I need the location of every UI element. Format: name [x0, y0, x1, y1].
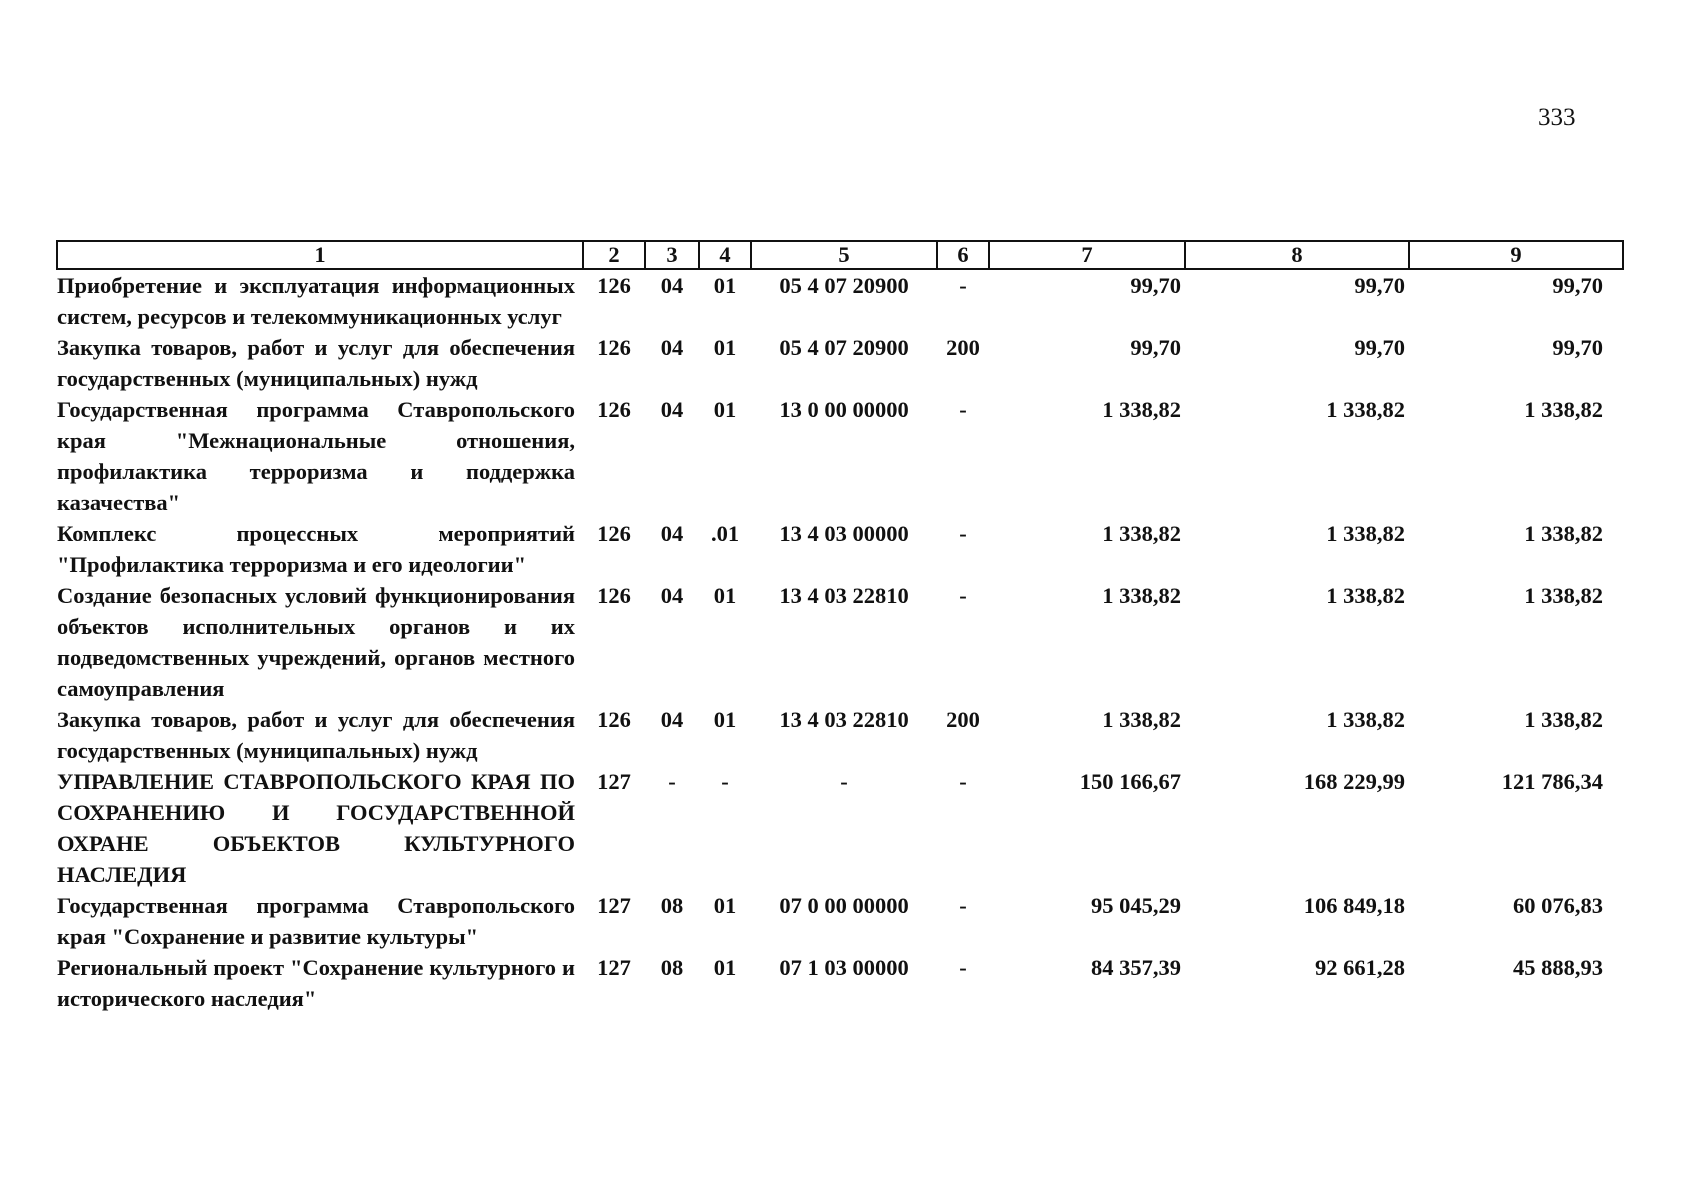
row-ministry-code: 127 — [597, 955, 631, 980]
row-expense-type: - — [959, 397, 967, 422]
table-row — [57, 890, 1623, 952]
col-header-8: 8 — [1185, 241, 1409, 269]
row-amount-9: 45 888,93 — [1513, 955, 1603, 980]
table-row — [57, 518, 1623, 580]
row-expense-type: - — [959, 583, 967, 608]
row-amount-9: 1 338,82 — [1524, 583, 1603, 608]
row-amount-8: 1 338,82 — [1326, 521, 1405, 546]
table-row — [57, 704, 1623, 766]
row-amount-9: 99,70 — [1552, 335, 1603, 360]
row-expense-type: - — [959, 893, 967, 918]
row-name: Приобретение и эксплуатация информационных систем, ресурсов и телекоммуникационных услуг — [57, 273, 575, 329]
row-amount-9: 99,70 — [1552, 273, 1603, 298]
row-name: Закупка товаров, работ и услуг для обеспечения государственных (муниципальных) нужд — [57, 335, 575, 391]
row-amount-9: 1 338,82 — [1524, 397, 1603, 422]
page-number: 333 — [1538, 104, 1576, 131]
row-name: УПРАВЛЕНИЕ СТАВРОПОЛЬСКОГО КРАЯ ПО СОХРАНЕНИЮ И ГОСУДАРСТВЕННОЙ ОХРАНЕ ОБЪЕКТОВ КУЛЬТУРНОГО НАСЛЕДИЯ — [57, 769, 575, 887]
row-amount-8: 168 229,99 — [1303, 769, 1405, 794]
row-amount-7: 150 166,67 — [1079, 769, 1181, 794]
row-target-code: 13 0 00 00000 — [779, 397, 909, 422]
row-expense-type: - — [959, 273, 967, 298]
row-amount-8: 92 661,28 — [1315, 955, 1405, 980]
table-row — [57, 394, 1623, 518]
row-target-code: 07 1 03 00000 — [779, 955, 909, 980]
row-amount-8: 1 338,82 — [1326, 397, 1405, 422]
row-amount-9: 1 338,82 — [1524, 521, 1603, 546]
row-amount-7: 1 338,82 — [1102, 521, 1181, 546]
header-row — [57, 241, 1623, 269]
row-ministry-code: 126 — [597, 273, 631, 298]
row-subsection-code: 01 — [713, 273, 737, 298]
row-amount-8: 99,70 — [1354, 273, 1405, 298]
table-row — [57, 952, 1623, 1014]
row-section-code: 04 — [660, 397, 684, 422]
row-name: Государственная программа Ставропольского края "Межнациональные отношения, профилактика терроризма и поддержка казачества" — [57, 397, 575, 515]
row-ministry-code: 126 — [597, 707, 631, 732]
row-ministry-code: 126 — [597, 583, 631, 608]
row-target-code: 05 4 07 20900 — [779, 273, 909, 298]
col-header-9: 9 — [1409, 241, 1623, 269]
row-amount-7: 1 338,82 — [1102, 397, 1181, 422]
table-row — [57, 580, 1623, 704]
col-header-3: 3 — [645, 241, 699, 269]
row-expense-type: 200 — [946, 707, 980, 732]
row-section-code: 04 — [660, 583, 684, 608]
row-target-code: 13 4 03 22810 — [779, 583, 909, 608]
row-amount-7: 99,70 — [1130, 335, 1181, 360]
col-header-7: 7 — [989, 241, 1185, 269]
row-ministry-code: 127 — [597, 893, 631, 918]
row-ministry-code: 127 — [597, 769, 631, 794]
row-ministry-code: 126 — [597, 397, 631, 422]
row-name: Закупка товаров, работ и услуг для обеспечения государственных (муниципальных) нужд — [57, 707, 575, 763]
row-section-code: 08 — [660, 955, 684, 980]
row-section-code: 04 — [660, 335, 684, 360]
row-name: Региональный проект "Сохранение культурного и исторического наследия" — [57, 955, 575, 1011]
row-target-code: - — [840, 769, 848, 794]
row-section-code: 04 — [660, 273, 684, 298]
row-expense-type: - — [959, 521, 967, 546]
row-subsection-code: 01 — [713, 397, 737, 422]
row-amount-9: 1 338,82 — [1524, 707, 1603, 732]
row-amount-7: 1 338,82 — [1102, 707, 1181, 732]
col-header-4: 4 — [699, 241, 751, 269]
row-target-code: 07 0 00 00000 — [779, 893, 909, 918]
row-ministry-code: 126 — [597, 521, 631, 546]
col-header-6: 6 — [937, 241, 989, 269]
row-section-code: 04 — [660, 521, 684, 546]
row-expense-type: - — [959, 955, 967, 980]
row-name: Государственная программа Ставропольского края "Сохранение и развитие культуры" — [57, 893, 575, 949]
row-subsection-code: 01 — [713, 583, 737, 608]
row-expense-type: - — [959, 769, 967, 794]
row-target-code: 13 4 03 22810 — [779, 707, 909, 732]
row-amount-9: 60 076,83 — [1513, 893, 1603, 918]
row-subsection-code: 01 — [713, 955, 737, 980]
row-subsection-code: 01 — [713, 893, 737, 918]
row-subsection-code: .01 — [710, 521, 740, 546]
table-row — [57, 332, 1623, 394]
row-section-code: 08 — [660, 893, 684, 918]
row-amount-7: 1 338,82 — [1102, 583, 1181, 608]
row-name: Комплекс процессных мероприятий "Профилактика терроризма и его идеологии" — [57, 521, 575, 577]
row-amount-8: 99,70 — [1354, 335, 1405, 360]
row-subsection-code: 01 — [713, 335, 737, 360]
budget-table — [56, 240, 1624, 1014]
row-target-code: 05 4 07 20900 — [779, 335, 909, 360]
row-amount-8: 1 338,82 — [1326, 583, 1405, 608]
table-row — [57, 269, 1623, 332]
row-amount-8: 106 849,18 — [1303, 893, 1405, 918]
row-amount-9: 121 786,34 — [1501, 769, 1603, 794]
table-row — [57, 766, 1623, 890]
col-header-1: 1 — [57, 241, 583, 269]
row-subsection-code: 01 — [713, 707, 737, 732]
row-section-code: - — [668, 769, 676, 794]
col-header-2: 2 — [583, 241, 645, 269]
row-amount-7: 84 357,39 — [1091, 955, 1181, 980]
row-amount-7: 99,70 — [1130, 273, 1181, 298]
row-section-code: 04 — [660, 707, 684, 732]
col-header-5: 5 — [751, 241, 937, 269]
row-ministry-code: 126 — [597, 335, 631, 360]
row-target-code: 13 4 03 00000 — [779, 521, 909, 546]
row-expense-type: 200 — [946, 335, 980, 360]
row-amount-8: 1 338,82 — [1326, 707, 1405, 732]
row-subsection-code: - — [721, 769, 729, 794]
row-amount-7: 95 045,29 — [1091, 893, 1181, 918]
row-name: Создание безопасных условий функционирования объектов исполнительных органов и их подведомственных учреждений, органов местного самоуправления — [57, 583, 575, 701]
